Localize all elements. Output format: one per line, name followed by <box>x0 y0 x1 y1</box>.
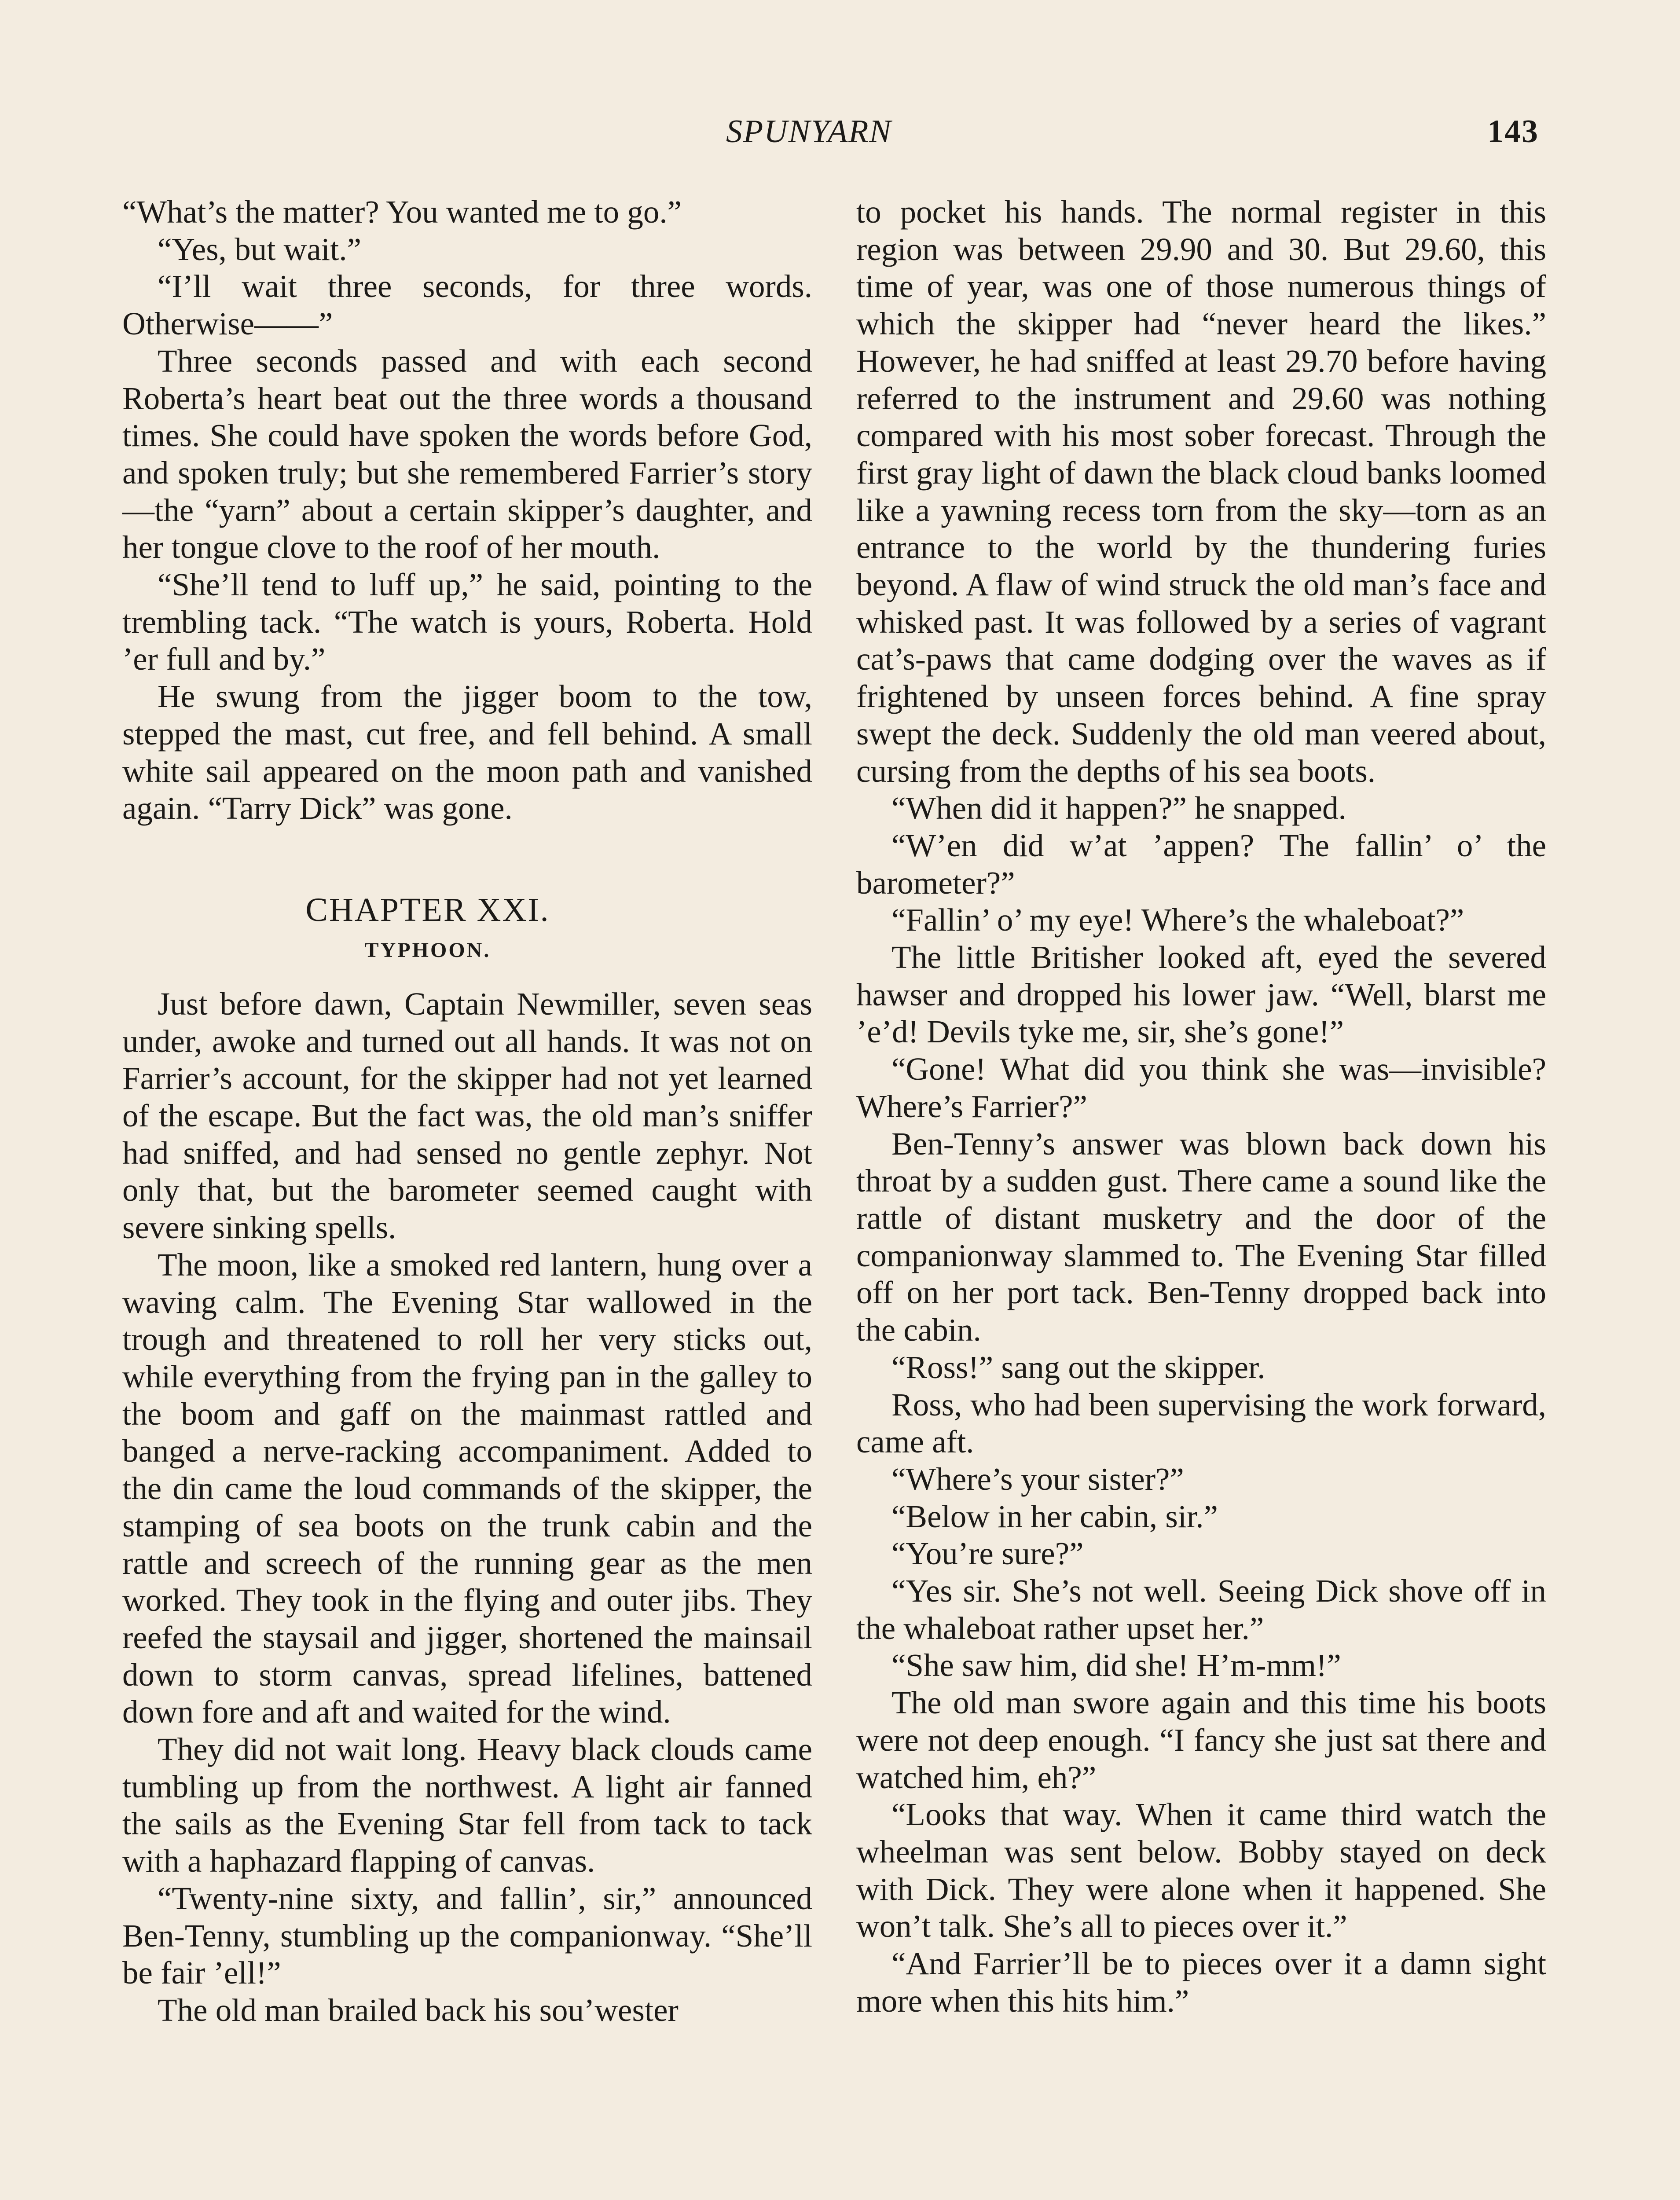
paragraph: “Below in her cabin, sir.” <box>891 1498 1218 1534</box>
right-column <box>856 194 1546 2020</box>
chapter-title: CHAPTER XXI. <box>305 891 550 928</box>
page-number: 143 <box>1487 114 1539 150</box>
paragraph: “I’ll wait three seconds, for three words. Otherwise——” <box>122 268 812 342</box>
paragraph: “Gone! What did you think she was—invisible? Where’s Farrier?” <box>856 1051 1546 1124</box>
paragraph: “What’s the matter? You wanted me to go.” <box>122 194 682 230</box>
paragraph: The moon, like a smoked red lantern, hung over a waving calm. The Evening Star wallowed in the trough and threatened to roll her very sticks out, while everything from the frying pan in the galley to the boom and gaff on the mainmast rattled and banged a nerve-racking accompaniment. Added to the din came the loud commands of the skipper, the stamping of sea boots on the trunk cabin and the rattle and screech of the running gear as the men worked. They took in the flying and outer jibs. They reefed the staysail and jigger, shortened the mainsail down to storm canvas, spread lifelines, battened down fore and aft and waited for the wind. <box>122 1247 812 1730</box>
paragraph: Ross, who had been supervising the work forward, came aft. <box>856 1386 1546 1460</box>
paragraph: “You’re sure?” <box>891 1536 1084 1572</box>
paragraph: “She’ll tend to luff up,” he said, pointing to the trembling tack. “The watch is yours, Roberta. Hold ’er full and by.” <box>122 567 812 677</box>
paragraph: The little Britisher looked aft, eyed the severed hawser and dropped his lower jaw. “Well, blarst me ’e’d! Devils tyke me, sir, she’s gone!” <box>856 939 1546 1050</box>
paragraph: “Yes, but wait.” <box>158 231 361 267</box>
paragraph: “Fallin’ o’ my eye! Where’s the whaleboat?” <box>891 902 1464 938</box>
paragraph: “When did it happen?” he snapped. <box>891 790 1346 826</box>
paragraph: Just before dawn, Captain Newmiller, seven seas under, awoke and turned out all hands. It was not on Farrier’s account, for the skipper had not yet learned of the escape. But the fact was, the old man’s sniffer had sniffed, and had sensed no gentle zephyr. Not only that, but the barometer seemed caught with severe sinking spells. <box>122 986 812 1246</box>
paragraph: He swung from the jigger boom to the tow, stepped the mast, cut free, and fell behind. A small white sail appeared on the moon path and vanished again. “Tarry Dick” was gone. <box>122 678 812 826</box>
paragraph: “Ross!” sang out the skipper. <box>891 1349 1266 1385</box>
left-column <box>122 194 812 2029</box>
paragraph: to pocket his hands. The normal register in this region was between 29.90 and 30. But 29.60, this time of year, was one of those numerous things of which the skipper had “never heard the likes.” However, he had sniffed at least 29.70 before having referred to the instrument and 29.60 was nothing compared with his most sober forecast. Through the first gray light of dawn the black cloud banks loomed like a yawning recess torn from the sky—torn as an entrance to the world by the thundering furies beyond. A flaw of wind struck the old man’s face and whisked past. It was followed by a series of vagrant cat’s-paws that came dodging over the waves as if frightened by unseen forces behind. A fine spray swept the deck. Suddenly the old man veered about, cursing from the depths of his sea boots. <box>856 194 1546 789</box>
paragraph: “And Farrier’ll be to pieces over it a damn sight more when this hits him.” <box>856 1946 1546 2019</box>
paragraph: “Looks that way. When it came third watch the wheelman was sent below. Bobby stayed on deck with Dick. They were alone when it happened. She won’t talk. She’s all to pieces over it.” <box>856 1797 1546 1944</box>
paragraph: “Twenty-nine sixty, and fallin’, sir,” announced Ben-Tenny, stumbling up the companionway. “She’ll be fair ’ell!” <box>122 1880 812 1991</box>
paragraph: “She saw him, did she! H’m-mm!” <box>891 1647 1341 1683</box>
paragraph: The old man swore again and this time his boots were not deep enough. “I fancy she just sat there and watched him, eh?” <box>856 1685 1546 1795</box>
paragraph: “Where’s your sister?” <box>891 1461 1184 1497</box>
paragraph: Three seconds passed and with each second Roberta’s heart beat out the three words a thousand times. She could have spoken the words before God, and spoken truly; but she remembered Farrier’s story—the “yarn” about a certain skipper’s daughter, and her tongue clove to the roof of her mouth. <box>122 343 812 565</box>
paragraph: “W’en did w’at ’appen? The fallin’ o’ the barometer?” <box>856 827 1546 901</box>
paragraph: The old man brailed back his sou’wester <box>158 1992 679 2028</box>
paragraph: They did not wait long. Heavy black clouds came tumbling up from the northwest. A light air fanned the sails as the Evening Star fell from tack to tack with a haphazard flapping of canvas. <box>122 1731 812 1879</box>
running-head-title: SPUNYARN <box>726 114 892 150</box>
paragraph: “Yes sir. She’s not well. Seeing Dick shove off in the whaleboat rather upset her.” <box>856 1573 1546 1646</box>
chapter-subtitle: TYPHOON. <box>364 938 491 962</box>
paragraph: Ben-Tenny’s answer was blown back down his throat by a sudden gust. There came a sound like the rattle of distant musketry and the door of the companionway slammed to. The Evening Star filled off on her port tack. Ben-Tenny dropped back into the cabin. <box>856 1126 1546 1348</box>
